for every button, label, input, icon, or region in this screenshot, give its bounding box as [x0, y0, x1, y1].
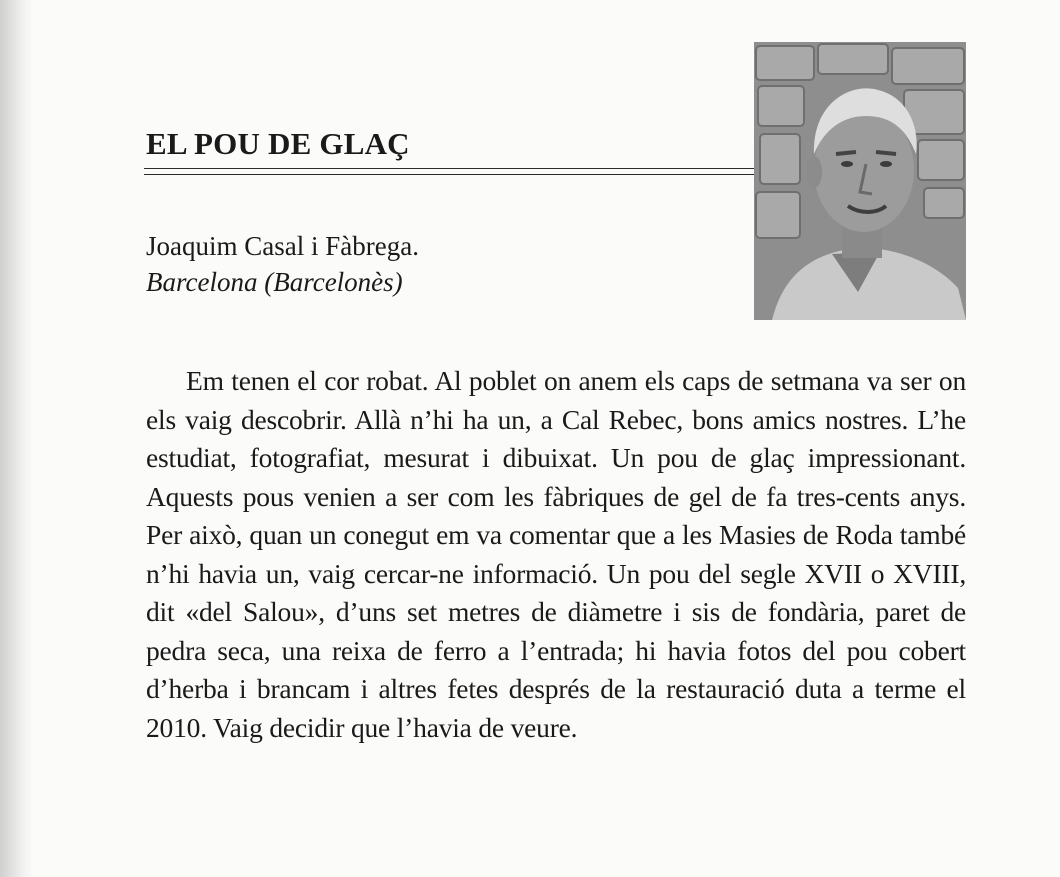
article-title: EL POU DE GLAÇ — [146, 126, 410, 161]
book-gutter-shadow — [0, 0, 34, 877]
article-body: Em tenen el cor robat. Al poblet on anem els caps de setmana va ser on els vaig descobrir. Allà n’hi ha un, a Cal Rebec, bons amics nostres. L’he estudiat, fotografiat, mesurat i dibuixat. Un pou de glaç impressionant. Aquests pous venien a ser com les fàbriques de gel de fa tres-cents anys. Per això, quan un conegut em va comentar que a les Masies de Roda també n’hi havia un, vaig cercar-ne informació. Un pou del segle XVII o XVIII, dit «del Salou», d’uns set metres de diàmetre i sis de fondària, paret de pedra seca, una reixa de ferro a l’entrada; hi havia fotos del pou cobert d’herba i brancam i altres fetes després de la restauració duta a terme el 2010. Vaig decidir que l’havia de veure. — [146, 365, 966, 743]
author-place: Barcelona (Barcelonès) — [146, 267, 403, 297]
author-photo — [754, 42, 966, 320]
author-name: Joaquim Casal i Fàbrega. — [146, 231, 419, 261]
title-rule-top — [144, 168, 766, 169]
title-rule-bottom — [144, 174, 766, 175]
author-block — [146, 228, 419, 300]
